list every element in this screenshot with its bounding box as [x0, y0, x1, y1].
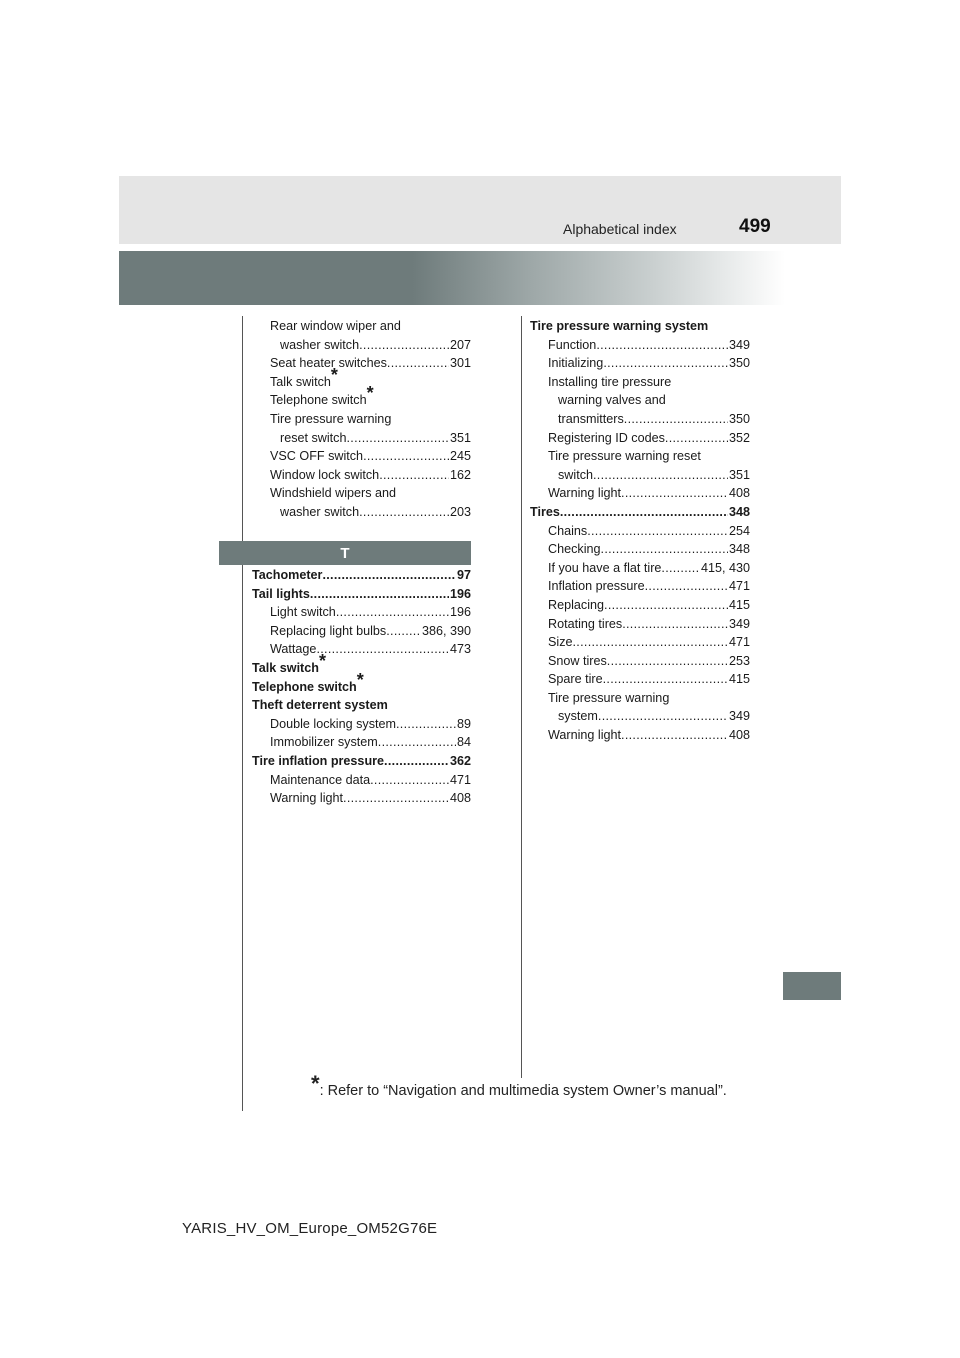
index-entry	[530, 373, 750, 392]
dot-leader	[560, 503, 728, 522]
dot-leader	[661, 559, 700, 578]
entry-page: 84	[456, 735, 471, 750]
index-entry	[252, 429, 471, 448]
index-entry	[252, 696, 471, 715]
dot-leader	[310, 585, 449, 604]
entry-label: Replacing light bulbs	[270, 623, 387, 638]
entry-label: Tires	[530, 504, 560, 519]
dot-leader	[386, 622, 421, 641]
entry-label: system	[558, 709, 598, 724]
entry-page: 207	[449, 337, 471, 352]
index-entry	[530, 522, 750, 541]
index-entry	[530, 633, 750, 652]
index-entry	[252, 317, 471, 336]
footer-document-code: YARIS_HV_OM_Europe_OM52G76E	[182, 1220, 438, 1237]
page-title: Alphabetical index	[563, 221, 677, 237]
entry-label: Chains	[548, 523, 588, 538]
entry-page: 349	[728, 337, 750, 352]
footnote-star: *	[318, 650, 326, 671]
dot-leader	[624, 410, 728, 429]
dot-leader	[387, 354, 449, 373]
entry-page: 408	[449, 791, 471, 806]
column-divider-middle	[521, 316, 522, 1078]
dot-leader	[359, 336, 449, 355]
index-entry	[530, 726, 750, 745]
entry-label: switch	[558, 467, 593, 482]
entry-label: Installing tire pressure	[548, 374, 672, 389]
entry-label: Spare tire	[548, 672, 603, 687]
index-entry	[252, 715, 471, 734]
entry-label: Replacing	[548, 597, 605, 612]
entry-label: Telephone switch	[252, 679, 357, 694]
entry-page: 97	[456, 568, 471, 582]
entry-page: 415	[728, 672, 750, 687]
section-letter-band: T	[219, 541, 471, 565]
entry-page: 348	[728, 542, 750, 557]
index-entry	[530, 540, 750, 559]
index-entry	[530, 466, 750, 485]
entry-label: Talk switch	[270, 374, 331, 389]
entry-label: If you have a flat tire	[548, 560, 662, 575]
index-entry	[252, 383, 471, 410]
entry-label: Talk switch	[252, 660, 319, 675]
footnote-text: : Refer to “Navigation and multimedia system Owner’s manual”.	[319, 1083, 727, 1099]
entry-label: Tail lights	[252, 586, 310, 601]
entry-page: 408	[728, 486, 750, 501]
entry-label: Rotating tires	[548, 616, 623, 631]
footnote-star: *	[311, 1071, 320, 1096]
entry-label: Telephone switch	[270, 393, 367, 408]
entry-label: reset switch	[280, 430, 347, 445]
footnote-star: *	[330, 364, 338, 385]
entry-label: Function	[548, 337, 597, 352]
dot-leader	[396, 715, 456, 734]
entry-label: washer switch	[280, 504, 360, 519]
entry-label: Tachometer	[252, 568, 323, 582]
entry-label: warning valves and	[558, 393, 666, 408]
index-entry	[252, 771, 471, 790]
dot-leader	[587, 522, 728, 541]
entry-label: Warning light	[548, 728, 622, 743]
column-divider-left	[242, 316, 243, 1111]
dot-leader	[363, 447, 449, 466]
entry-page: 408	[728, 728, 750, 743]
index-entry	[252, 789, 471, 808]
index-entry	[252, 354, 471, 373]
entry-label: Maintenance data	[270, 772, 371, 787]
entry-page: 350	[728, 356, 750, 371]
index-entry	[252, 336, 471, 355]
index-entry	[252, 410, 471, 429]
dot-leader	[604, 596, 728, 615]
entry-label: Window lock switch	[270, 467, 380, 482]
dot-leader	[607, 652, 728, 671]
index-entry	[252, 447, 471, 466]
entry-page: 471	[728, 579, 750, 594]
index-column-1-top	[252, 317, 471, 522]
dot-leader	[621, 726, 728, 745]
entry-label: Initializing	[548, 356, 604, 371]
entry-label: Size	[548, 635, 573, 650]
entry-page: 254	[728, 523, 750, 538]
entry-page: 203	[449, 504, 471, 519]
entry-label: Immobilizer system	[270, 735, 378, 750]
entry-label: washer switch	[280, 337, 360, 352]
entry-page: 348	[728, 504, 750, 519]
dot-leader	[603, 354, 728, 373]
entry-label: Tire pressure warning	[548, 690, 670, 705]
entry-label: Tire pressure warning reset	[548, 449, 701, 464]
entry-label: Snow tires	[548, 653, 607, 668]
entry-label: Tire inflation pressure	[252, 753, 385, 768]
entry-page: 245	[449, 449, 471, 464]
entry-label: transmitters	[558, 411, 624, 426]
entry-page: 351	[449, 430, 471, 445]
index-entry	[252, 752, 471, 771]
entry-label: Seat heater switches	[270, 356, 387, 371]
entry-label: Warning light	[270, 791, 344, 806]
dot-leader	[343, 789, 449, 808]
entry-label: VSC OFF switch	[270, 449, 364, 464]
dot-leader	[378, 733, 456, 752]
entry-page: 415	[728, 597, 750, 612]
index-entry	[530, 652, 750, 671]
index-entry	[530, 615, 750, 634]
dot-leader	[336, 603, 449, 622]
index-entry	[252, 364, 471, 392]
dot-leader	[593, 466, 728, 485]
page-number: 499	[739, 216, 771, 237]
index-entry	[530, 596, 750, 615]
index-entry	[530, 336, 750, 355]
entry-label: Tire pressure warning system	[530, 319, 709, 333]
index-entry	[530, 391, 750, 410]
entry-page: 362	[449, 753, 471, 768]
entry-page: 253	[728, 653, 750, 668]
dot-leader	[601, 540, 728, 559]
header-band	[119, 176, 841, 244]
entry-page: 349	[728, 709, 750, 724]
dot-leader	[573, 633, 728, 652]
dot-leader	[596, 336, 728, 355]
index-entry	[530, 670, 750, 689]
dot-leader	[621, 484, 728, 503]
dot-leader	[603, 670, 728, 689]
entry-page: 471	[728, 635, 750, 650]
footnote-star: *	[356, 669, 364, 690]
entry-page: 349	[728, 616, 750, 631]
footnote-star: *	[366, 383, 374, 404]
entry-page: 473	[449, 642, 471, 657]
index-entry	[530, 559, 750, 578]
index-entry	[252, 566, 471, 585]
entry-label: Windshield wipers and	[270, 486, 396, 501]
entry-label: Tire pressure warning	[270, 411, 392, 426]
index-column-2	[530, 317, 750, 745]
index-entry	[252, 640, 471, 659]
index-entry	[252, 585, 471, 604]
index-entry	[252, 669, 471, 697]
entry-label: Wattage	[270, 642, 317, 657]
entry-label: Registering ID codes	[548, 430, 665, 445]
dot-leader	[370, 771, 449, 790]
dot-leader	[316, 640, 449, 659]
dot-leader	[622, 615, 728, 634]
entry-label: Warning light	[548, 486, 622, 501]
index-entry	[530, 317, 750, 336]
index-entry	[252, 484, 471, 503]
entry-label: Light switch	[270, 605, 336, 620]
entry-label: Theft deterrent system	[252, 698, 388, 713]
index-entry	[530, 689, 750, 708]
index-entry	[530, 429, 750, 448]
chapter-gradient-band	[119, 251, 785, 305]
index-entry	[530, 354, 750, 373]
entry-label: Checking	[548, 542, 601, 557]
entry-page: 350	[728, 411, 750, 426]
index-entry	[252, 466, 471, 485]
index-entry	[530, 577, 750, 596]
dot-leader	[598, 707, 728, 726]
dot-leader	[379, 466, 449, 485]
dot-leader	[665, 429, 728, 448]
entry-page: 301	[449, 356, 471, 371]
entry-page: 471	[449, 772, 471, 787]
entry-page: 196	[449, 605, 471, 620]
index-entry	[530, 410, 750, 429]
entry-page: 415, 430	[700, 560, 750, 575]
entry-page: 351	[728, 467, 750, 482]
dot-leader	[322, 566, 456, 585]
chapter-side-tab	[783, 972, 841, 1000]
index-entry	[530, 447, 750, 466]
entry-page: 352	[728, 430, 750, 445]
dot-leader	[384, 752, 449, 771]
entry-page: 89	[456, 716, 471, 731]
index-column-1-bottom	[252, 566, 471, 808]
index-entry	[252, 503, 471, 522]
entry-page: 386, 390	[421, 623, 471, 638]
index-entry	[252, 622, 471, 641]
dot-leader	[645, 577, 728, 596]
dot-leader	[359, 503, 449, 522]
dot-leader	[347, 429, 449, 448]
entry-label: Rear window wiper and	[270, 319, 401, 333]
index-entry	[530, 484, 750, 503]
entry-label: Double locking system	[270, 716, 396, 731]
entry-page: 196	[449, 586, 471, 601]
index-entry	[252, 733, 471, 752]
entry-page: 162	[449, 467, 471, 482]
index-entry	[530, 503, 750, 522]
footnote	[311, 1071, 727, 1099]
index-entry	[252, 603, 471, 622]
index-entry	[530, 707, 750, 726]
entry-label: Inflation pressure	[548, 579, 645, 594]
